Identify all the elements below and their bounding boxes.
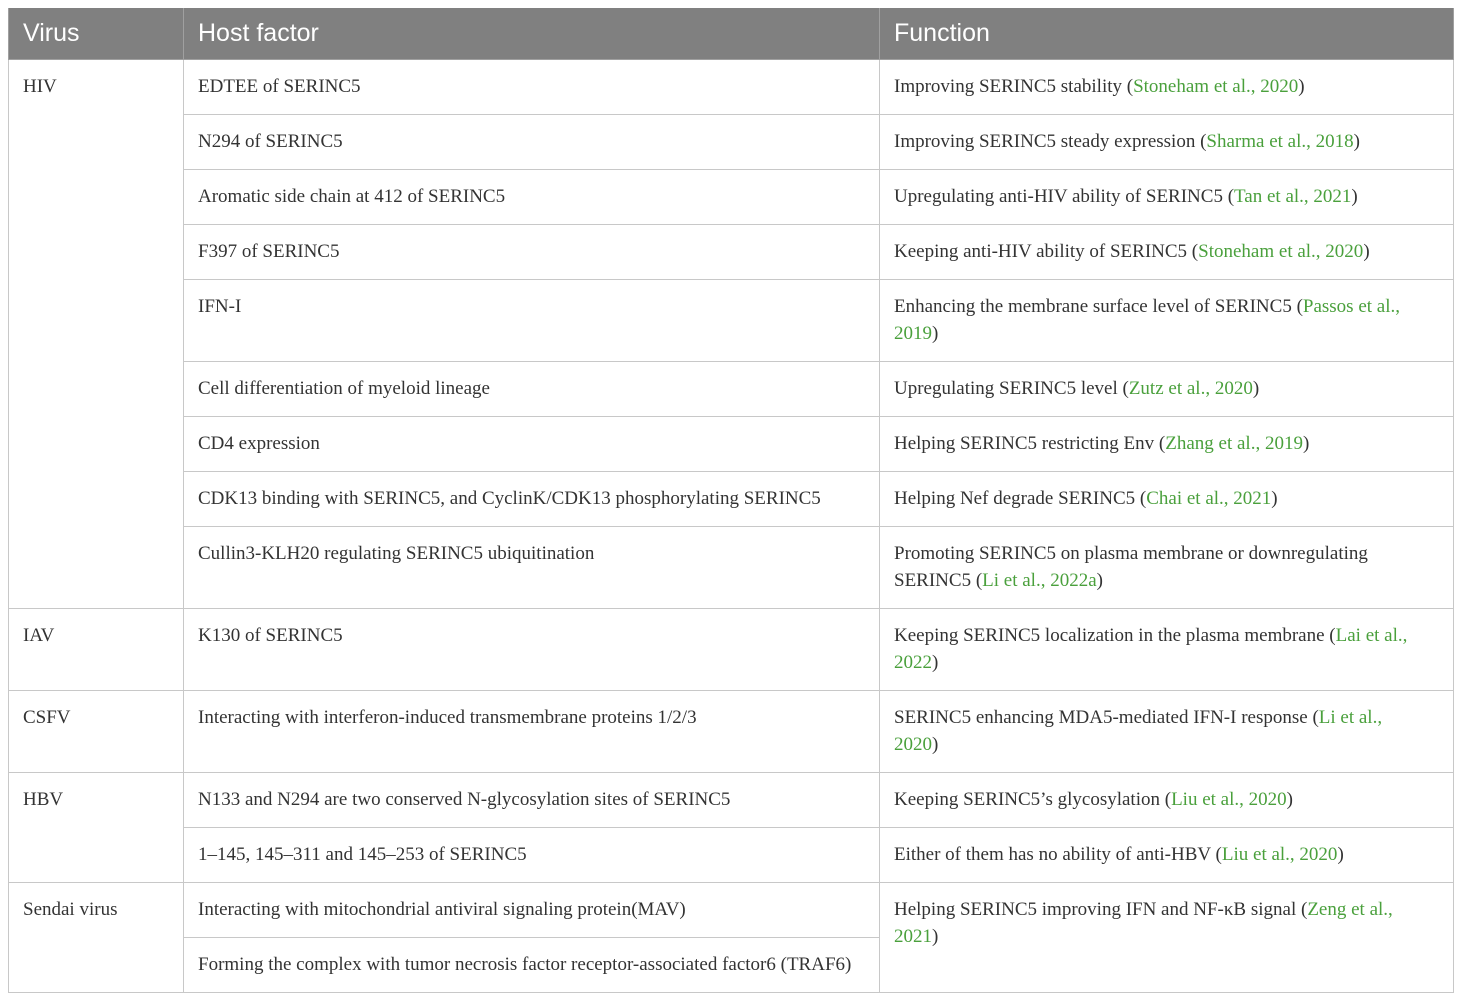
function-cell [880,527,1454,609]
reference-link[interactable]: Zeng et al., 2021 [894,899,1393,947]
table-row [9,691,1454,773]
table-row [9,170,1454,225]
function-close: ) [1302,433,1310,454]
host-factor-cell: Cell differentiation of myeloid lineage [184,362,880,417]
function-text: Keeping SERINC5’s glycosylation ( [894,789,1172,810]
reference-link[interactable]: Zutz et al., 2020 [1128,378,1253,399]
function-close: ) [932,926,939,947]
reference-link[interactable]: Li et al., 2020 [894,707,1383,755]
reference-link[interactable]: Li et al., 2022a [982,570,1097,591]
function-cell [880,362,1454,417]
function-cell [880,417,1454,472]
table-row [9,60,1454,115]
virus-cell: CSFV [9,691,184,773]
function-close: ) [1363,241,1370,262]
function-text: Helping Nef degrade SERINC5 ( [894,488,1147,509]
header-virus: Virus [9,8,184,60]
function-text: Keeping SERINC5 localization in the plasma membrane ( [894,625,1336,646]
table-row [9,773,1454,828]
table-row [9,280,1454,362]
reference-link[interactable]: Tan et al., 2021 [1234,186,1352,207]
header-function: Function [880,8,1454,60]
virus-cell: HIV [9,60,184,609]
function-close: ) [1096,570,1103,591]
table-row [9,417,1454,472]
serinc5-host-factor-table [8,8,1454,993]
table-row [9,828,1454,883]
reference-link[interactable]: Passos et al., 2019 [894,296,1400,344]
reference-link[interactable]: Liu et al., 2020 [1221,844,1338,865]
function-text: SERINC5 enhancing MDA5-mediated IFN-I response ( [894,707,1319,728]
function-cell [880,691,1454,773]
function-cell [880,472,1454,527]
function-cell [880,609,1454,691]
reference-link[interactable]: Stoneham et al., 2020 [1198,241,1364,262]
function-text: Upregulating SERINC5 level ( [894,378,1129,399]
reference-link[interactable]: Stoneham et al., 2020 [1133,76,1299,97]
host-factor-cell: IFN-I [184,280,880,362]
host-factor-cell: CDK13 binding with SERINC5, and CyclinK/CDK13 phosphorylating SERINC5 [184,472,880,527]
function-cell [880,883,1454,993]
function-text: Upregulating anti-HIV ability of SERINC5 ( [894,186,1235,207]
reference-link[interactable]: Chai et al., 2021 [1146,488,1272,509]
function-text: Keeping anti-HIV ability of SERINC5 ( [894,241,1199,262]
function-cell [880,115,1454,170]
function-text: Improving SERINC5 stability ( [894,76,1134,97]
function-text: Improving SERINC5 steady expression ( [894,131,1207,152]
table-body [9,60,1454,993]
function-close: ) [1252,378,1260,399]
function-text: Enhancing the membrane surface level of SERINC5 ( [894,296,1303,317]
header-row [9,8,1454,60]
function-close: ) [1286,789,1293,810]
table-row [9,883,1454,938]
function-cell [880,280,1454,362]
host-factor-cell: CD4 expression [184,417,880,472]
function-cell [880,170,1454,225]
virus-cell: IAV [9,609,184,691]
function-text: Helping SERINC5 improving IFN and NF-κB signal ( [894,899,1308,920]
reference-link[interactable]: Sharma et al., 2018 [1206,131,1354,152]
function-close: ) [932,652,939,673]
function-close: ) [1337,844,1344,865]
function-cell [880,60,1454,115]
host-factor-cell: N133 and N294 are two conserved N-glycosylation sites of SERINC5 [184,773,880,828]
host-factor-cell: Cullin3-KLH20 regulating SERINC5 ubiquitination [184,527,880,609]
table-header [9,8,1454,60]
host-factor-cell: F397 of SERINC5 [184,225,880,280]
function-close: ) [932,323,939,344]
reference-link[interactable]: Zhang et al., 2019 [1165,433,1303,454]
function-text: Either of them has no ability of anti-HBV ( [894,844,1222,865]
virus-cell: Sendai virus [9,883,184,993]
table-row [9,472,1454,527]
function-cell [880,773,1454,828]
table-row [9,527,1454,609]
virus-cell: HBV [9,773,184,883]
function-text: Helping SERINC5 restricting Env ( [894,433,1166,454]
host-factor-cell: Interacting with interferon-induced transmembrane proteins 1/2/3 [184,691,880,773]
reference-link[interactable]: Lai et al., 2022 [894,625,1408,673]
table-row [9,609,1454,691]
function-cell [880,828,1454,883]
function-close: ) [1298,76,1305,97]
host-factor-cell: 1–145, 145–311 and 145–253 of SERINC5 [184,828,880,883]
function-cell [880,225,1454,280]
table-row [9,225,1454,280]
host-factor-cell: EDTEE of SERINC5 [184,60,880,115]
header-host-factor: Host factor [184,8,880,60]
function-close: ) [1271,488,1278,509]
function-close: ) [1351,186,1358,207]
function-close: ) [1353,131,1360,152]
host-factor-cell: Forming the complex with tumor necrosis factor receptor-associated factor6 (TRAF6) [184,938,880,993]
table-row [9,115,1454,170]
reference-link[interactable]: Liu et al., 2020 [1171,789,1287,810]
function-close: ) [932,734,939,755]
host-factor-cell: Aromatic side chain at 412 of SERINC5 [184,170,880,225]
table-row [9,362,1454,417]
host-factor-cell: K130 of SERINC5 [184,609,880,691]
function-text: Promoting SERINC5 on plasma membrane or downregulating SERINC5 ( [894,543,1368,591]
host-factor-cell: Interacting with mitochondrial antiviral signaling protein(MAV) [184,883,880,938]
host-factor-cell: N294 of SERINC5 [184,115,880,170]
